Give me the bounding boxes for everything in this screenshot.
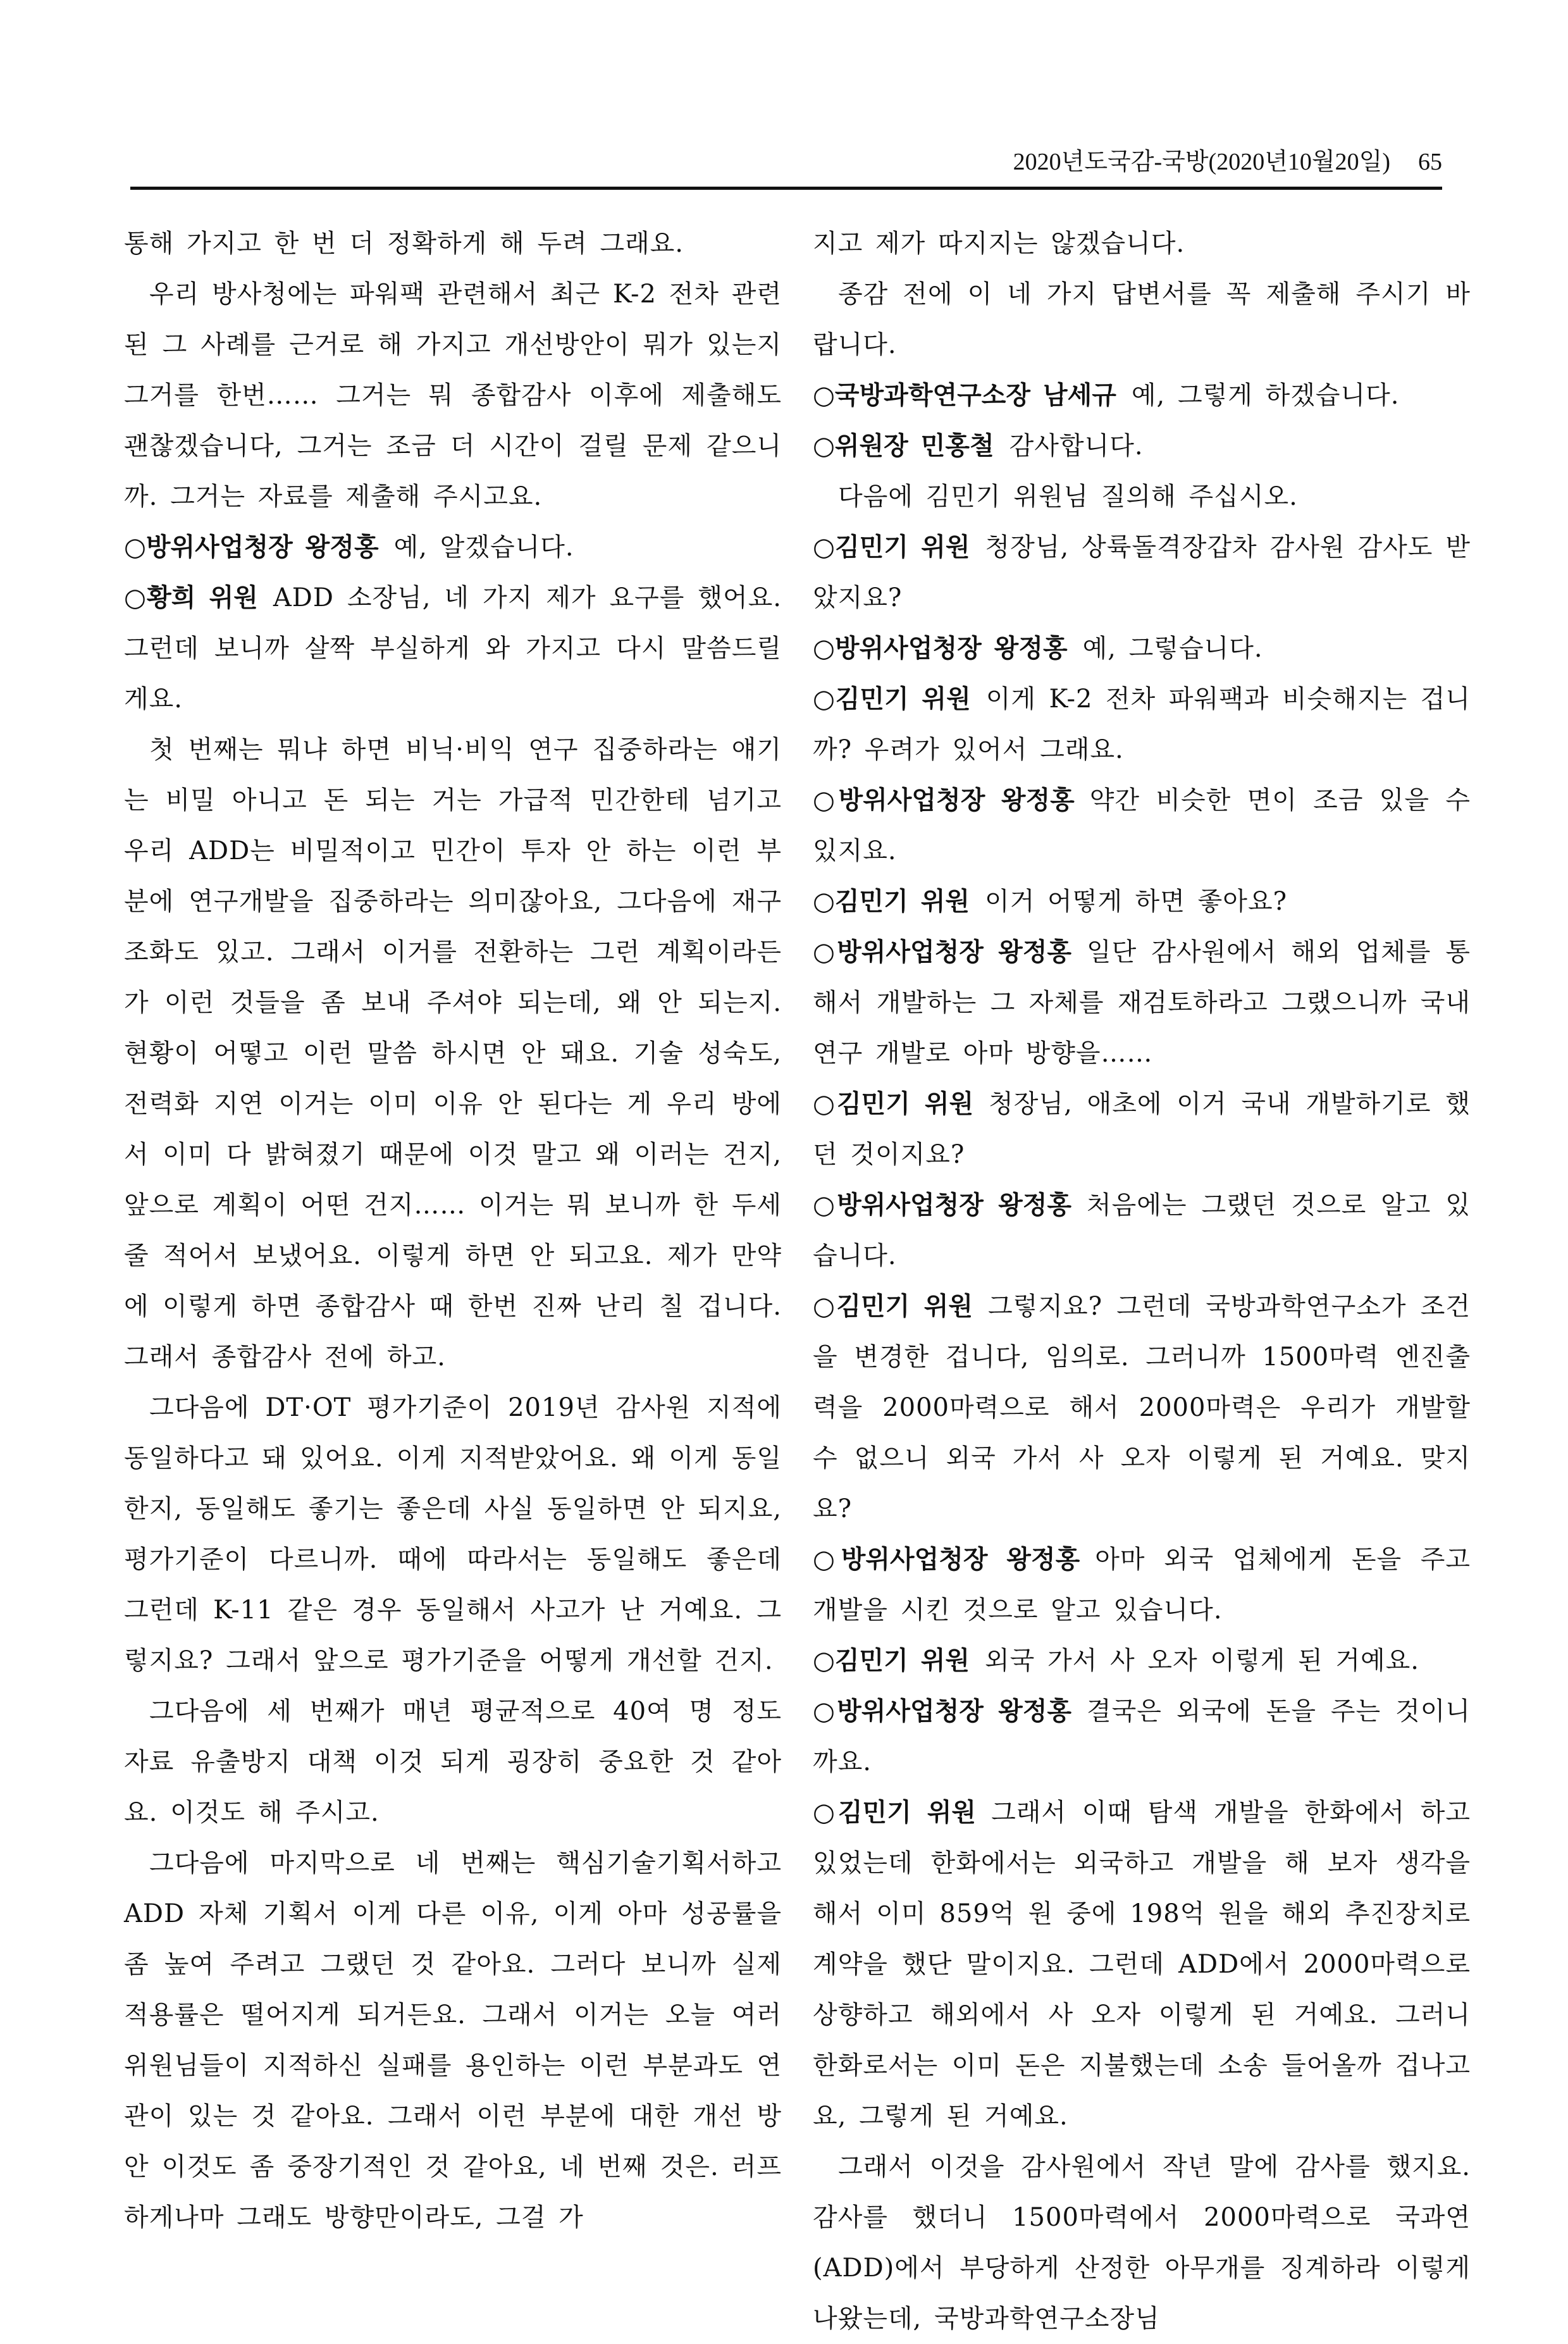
paragraph (124, 269, 782, 522)
speaker-label (813, 887, 970, 916)
speaker-name: 김민기 위원 (835, 685, 971, 714)
speech-text: 감사합니다. (1009, 431, 1144, 461)
speaker-name: 방위사업청장 왕정홍 (834, 634, 1068, 663)
speech-text: 예, 그렇습니다. (1082, 634, 1263, 663)
speaker-label (813, 685, 971, 714)
circle-marker-icon: ○ (813, 431, 835, 461)
speaker-label (124, 533, 379, 562)
speaker-label (813, 431, 994, 461)
left-column (124, 218, 782, 2243)
speaker-name: 김민기 위원 (837, 1798, 977, 1827)
speaker-label (813, 938, 1071, 967)
speech-entry (813, 775, 1471, 876)
speech-entry (813, 1079, 1471, 1180)
speaker-label (813, 1545, 1080, 1574)
paragraph (813, 218, 1471, 269)
speech-entry (813, 1686, 1471, 1787)
speech-entry (813, 370, 1471, 421)
speech-entry (124, 522, 782, 573)
circle-marker-icon: ○ (813, 381, 835, 410)
circle-marker-icon: ○ (813, 1798, 838, 1827)
speech-entry (813, 522, 1471, 623)
paragraph-text: 그다음에 DT·OT 평가기준이 2019년 감사원 지적에 동일하다고 돼 있어요. 이게 지적받았어요. 왜 이게 동일한지, 동일해도 좋기는 좋은데 사실 동일하면 안 되지요, 평가기준이 다르니까. 때에 따라서는 동일해도 좋은데 그런데 K-11 같은 경우 동일해서 사고가 난 거예요. 그렇지요? 그래서 앞으로 평가기준을 어떻게 개선할 건지. (124, 1393, 782, 1675)
speech-text: 청장님, 상륙돌격장갑차 감사원 감사도 받았지요? (813, 533, 1471, 612)
speaker-name: 김민기 위원 (834, 887, 970, 916)
speaker-name: 방위사업청장 왕정홍 (837, 938, 1071, 967)
speaker-label (813, 1646, 970, 1675)
speaker-name: 황희 위원 (147, 583, 258, 612)
speaker-name: 방위사업청장 왕정홍 (145, 533, 379, 562)
paragraph-text: 첫 번째는 뭐냐 하면 비닉·비익 연구 집중하라는 얘기는 비밀 아니고 돈 되는 거는 가급적 민간한테 넘기고 우리 ADD는 비밀적이고 민간이 투자 안 하는 이런 부분에 연구개발을 집중하라는 의미잖아요, 그다음에 재구조화도 있고. 그래서 이거를 전환하는 그런 계획이라든가 이런 것들을 좀 보내 주셔야 되는데, 왜 안 되는지. 현황이 어떻고 이런 말씀 하시면 안 돼요. 기술 성숙도, 전력화 지연 이거는 이미 이유 안 된다는 게 우리 방에서 이미 다 밝혀졌기 때문에 이것 말고 왜 이러는 건지, 앞으로 계획이 어떤 건지…… 이거는 뭐 보니까 한 두세 줄 적어서 보냈어요. 이렇게 하면 안 되고요. 제가 만약에 이렇게 하면 종합감사 때 한번 진짜 난리 칠 겁니다. 그래서 종합감사 전에 하고. (124, 735, 782, 1372)
speaker-name: 방위사업청장 왕정홍 (837, 1697, 1071, 1726)
circle-marker-icon: ○ (813, 887, 835, 916)
paragraph (124, 724, 782, 1382)
paragraph-text: 지고 제가 따지지는 않겠습니다. (813, 229, 1185, 258)
circle-marker-icon: ○ (813, 1697, 837, 1726)
circle-marker-icon: ○ (813, 786, 839, 815)
speaker-name: 방위사업청장 왕정홍 (837, 1191, 1071, 1220)
speech-text: 청장님, 애초에 이거 국내 개발하기로 했던 것이지요? (813, 1089, 1471, 1169)
speech-entry (813, 1534, 1471, 1635)
speaker-name: 김민기 위원 (835, 533, 970, 562)
speaker-name: 김민기 위원 (834, 1646, 970, 1675)
speech-entry (124, 573, 782, 724)
speech-text: 그렇지요? 그런데 국방과학연구소가 조건을 변경한 겁니다, 임의로. 그러니까 1500마력 엔진출력을 2000마력으로 해서 2000마력은 우리가 개발할 수 없으니 외국 가서 사 오자 이렇게 된 거예요. 맞지요? (813, 1292, 1471, 1523)
circle-marker-icon: ○ (813, 938, 837, 967)
speaker-label (813, 533, 970, 562)
speaker-name: 방위사업청장 왕정홍 (838, 786, 1075, 815)
speaker-name: 김민기 위원 (836, 1089, 974, 1119)
circle-marker-icon: ○ (124, 583, 147, 612)
speaker-label (813, 786, 1075, 815)
circle-marker-icon: ○ (813, 685, 836, 714)
running-title: 2020년도국감-국방(2020년10월20일) (1013, 149, 1390, 175)
speaker-label (124, 583, 258, 612)
paragraph (813, 471, 1471, 522)
speech-entry (813, 1281, 1471, 1534)
paragraph (124, 1686, 782, 1838)
speech-entry (813, 623, 1471, 674)
speech-text: 이게 K-2 전차 파워팩과 비슷해지는 겁니까? 우려가 있어서 그래요. (813, 685, 1471, 764)
speech-text: 결국은 외국에 돈을 주는 것이니까요. (813, 1697, 1471, 1777)
paragraph-text: 다음에 김민기 위원님 질의해 주십시오. (838, 482, 1298, 511)
speech-text: 약간 비슷한 면이 조금 있을 수 있지요. (813, 786, 1471, 865)
circle-marker-icon: ○ (813, 1292, 837, 1321)
speech-entry (813, 1635, 1471, 1686)
circle-marker-icon: ○ (124, 533, 146, 562)
paragraph-text: 종감 전에 이 네 가지 답변서를 꼭 제출해 주시기 바랍니다. (813, 280, 1471, 359)
speech-entry (813, 927, 1471, 1079)
speaker-label (813, 1697, 1071, 1726)
circle-marker-icon: ○ (813, 1089, 837, 1119)
speech-text: 예, 알겠습니다. (393, 533, 574, 562)
page-header (130, 147, 1442, 177)
circle-marker-icon: ○ (813, 533, 836, 562)
paragraph (124, 218, 782, 269)
circle-marker-icon: ○ (813, 1545, 841, 1574)
speech-text: 처음에는 그랬던 것으로 알고 있습니다. (813, 1191, 1471, 1270)
paragraph-text: 그다음에 마지막으로 네 번째는 핵심기술기획서하고 ADD 자체 기획서 이게 다른 이유, 이게 아마 성공률을 좀 높여 주려고 그랬던 것 같아요. 그러다 보니까 실제 적용률은 떨어지게 되거든요. 그래서 이거는 오늘 여러 위원님들이 지적하신 실패를 용인하는 이런 부분과도 연관이 있는 것 같아요. 그래서 이런 부분에 대한 개선 방안 이것도 좀 중장기적인 것 같아요, 네 번째 것은. 러프하게나마 그래도 방향만이라도, 그걸 가 (124, 1849, 782, 2232)
speaker-label (813, 1191, 1071, 1220)
speech-entry (813, 421, 1471, 471)
speech-text: 외국 가서 사 오자 이렇게 된 거예요. (985, 1646, 1420, 1675)
right-column (813, 218, 1471, 2344)
speaker-label (813, 634, 1068, 663)
speech-entry (813, 1180, 1471, 1281)
speech-entry (813, 674, 1471, 775)
paragraph (124, 1838, 782, 2243)
paragraph (124, 1382, 782, 1686)
paragraph-text: 우리 방사청에는 파워팩 관련해서 최근 K-2 전차 관련된 그 사례를 근거로 해 가지고 개선방안이 뭐가 있는지 그거를 한번…… 그거는 뭐 종합감사 이후에 제출해도 괜찮겠습니다, 그거는 조금 더 시간이 걸릴 문제 같으니까. 그거는 자료를 제출해 주시고요. (124, 280, 782, 511)
speech-text: 이거 어떻게 하면 좋아요? (985, 887, 1288, 916)
paragraph-text: 통해 가지고 한 번 더 정확하게 해 두려 그래요. (124, 229, 684, 258)
speaker-name: 김민기 위원 (836, 1292, 973, 1321)
paragraph-text: 그래서 이것을 감사원에서 작년 말에 감사를 했지요. 감사를 했더니 1500마력에서 2000마력으로 국과연(ADD)에서 부당하게 산정한 아무개를 징계하라 이렇게 나왔는데, 국방과학연구소장님 (813, 2152, 1471, 2333)
speaker-name: 방위사업청장 왕정홍 (841, 1545, 1080, 1574)
circle-marker-icon: ○ (813, 1646, 835, 1675)
speech-text: ADD 소장님, 네 가지 제가 요구를 했어요. 그런데 보니까 살짝 부실하게 와 가지고 다시 말씀드릴게요. (124, 583, 782, 714)
circle-marker-icon: ○ (813, 1191, 837, 1220)
page-number: 65 (1418, 149, 1442, 175)
circle-marker-icon: ○ (813, 634, 835, 663)
speech-text: 일단 감사원에서 해외 업체를 통해서 개발하는 그 자체를 재검토하라고 그랬으니까 국내 연구 개발로 아마 방향을…… (813, 938, 1471, 1068)
speaker-name: 위원장 민홍철 (834, 431, 994, 461)
speech-entry (813, 1787, 1471, 2142)
header-rule (130, 187, 1442, 190)
paragraph (813, 269, 1471, 370)
paragraph (813, 2142, 1471, 2344)
speaker-name: 국방과학연구소장 남세규 (834, 381, 1116, 410)
speech-text: 그래서 이때 탐색 개발을 한화에서 하고 있었는데 한화에서는 외국하고 개발을 해 보자 생각을 해서 이미 859억 원 중에 198억 원을 해외 추진장치로 계약을 했단 말이지요. 그런데 ADD에서 2000마력으로 상향하고 해외에서 사 오자 이렇게 된 거예요. 그러니 한화로서는 이미 돈은 지불했는데 소송 들어올까 겁나고요, 그렇게 된 거예요. (813, 1798, 1471, 2131)
speaker-label (813, 381, 1116, 410)
speech-entry (813, 876, 1471, 927)
speaker-label (813, 1089, 973, 1119)
speech-text: 아마 외국 업체에게 돈을 주고 개발을 시킨 것으로 알고 있습니다. (813, 1545, 1471, 1625)
paragraph-text: 그다음에 세 번째가 매년 평균적으로 40여 명 정도 자료 유출방지 대책 이것 되게 굉장히 중요한 것 같아요. 이것도 해 주시고. (124, 1697, 782, 1827)
speech-text: 예, 그렇게 하겠습니다. (1131, 381, 1400, 410)
speaker-label (813, 1798, 976, 1827)
speaker-label (813, 1292, 973, 1321)
